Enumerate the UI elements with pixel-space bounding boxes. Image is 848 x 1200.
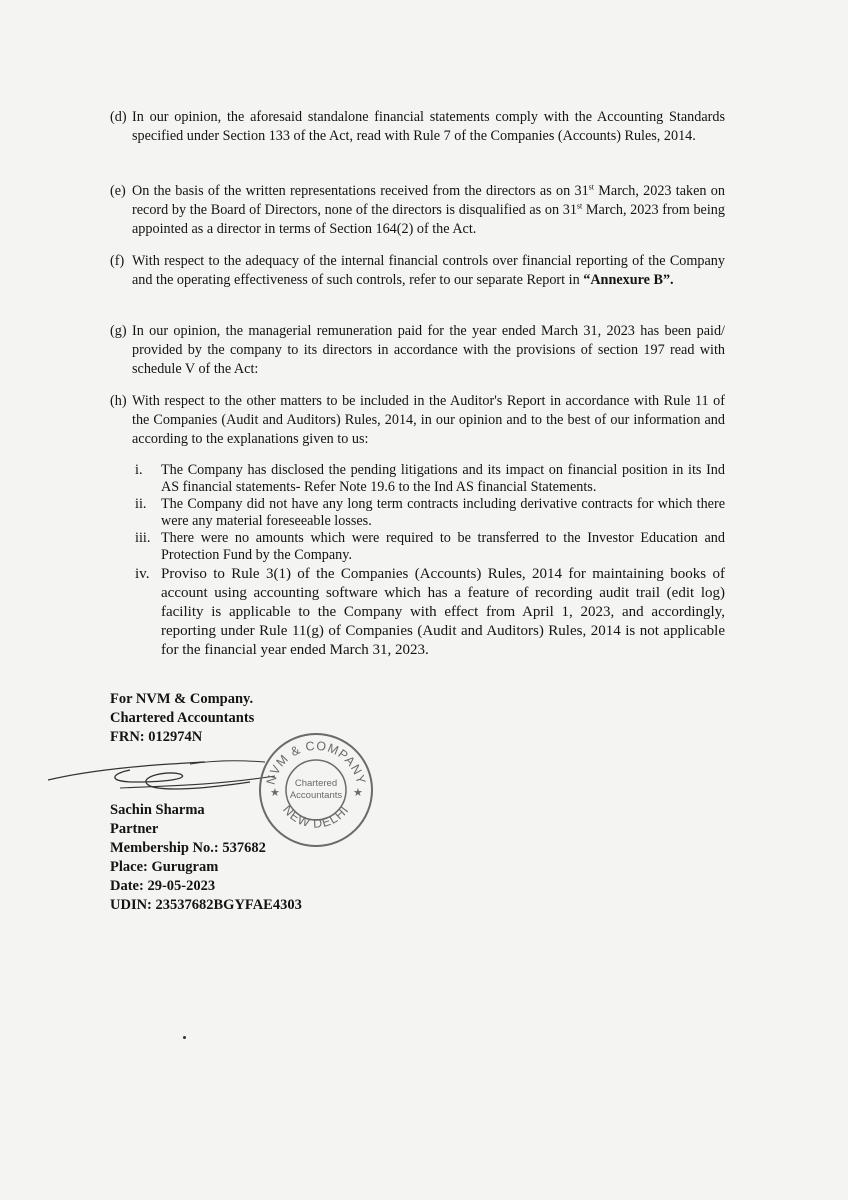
subitem-iii: [135, 530, 725, 564]
subitem-ii: [135, 496, 725, 530]
paragraph-text: On the basis of the written representations received from the directors as on 31st March, 2023 taken on record by the Board of Directors, none of the directors is disqualified as on 31st March, 2023 from being appointed as a director in terms of Section 164(2) of the Act.: [132, 182, 725, 237]
udin: UDIN: 23537682BGYFAE4303: [110, 897, 302, 913]
place: Place: Gurugram: [110, 859, 219, 875]
firm-type: Chartered Accountants: [110, 710, 255, 726]
subitem-i: [135, 462, 725, 496]
paragraph-h: [110, 392, 725, 449]
subitem-text: There were no amounts which were required to be transferred to the Investor Education and Protection Fund by the Company.: [161, 530, 725, 563]
paragraph-text: In our opinion, the aforesaid standalone financial statements comply with the Accounting Standards specified under Section 133 of the Act, read with Rule 7 of the Companies (Accounts) Rules, 2014.: [132, 109, 725, 144]
subitem-iv: [135, 565, 725, 660]
svg-text:NVM & COMPANY: NVM & COMPANY: [263, 738, 369, 787]
membership-number: Membership No.: 537682: [110, 840, 266, 856]
subitem-number: iii.: [135, 530, 151, 546]
subitem-text: The Company has disclosed the pending litigations and its impact on financial position in its Ind AS financial statements- Refer Note 19.6 to the Ind AS financial Statements.: [161, 462, 725, 495]
svg-text:★: ★: [270, 787, 280, 799]
svg-text:Accountants: Accountants: [289, 790, 343, 801]
paragraph-text: With respect to the adequacy of the internal financial controls over financial reporting of the Company and the operating effectiveness of such controls, refer to our separate Report in “Annexure B”.: [132, 253, 725, 288]
svg-text:Chartered: Chartered: [294, 778, 338, 789]
paragraph-letter: (h): [110, 393, 127, 409]
paragraph-e: [110, 182, 725, 239]
subitem-number: ii.: [135, 496, 147, 512]
paragraph-g: [110, 322, 725, 379]
subitem-text: The Company did not have any long term contracts including derivative contracts for which there were any material foreseeable losses.: [161, 496, 725, 529]
subitem-number: i.: [135, 462, 143, 478]
partner-role: Partner: [110, 821, 159, 837]
subitem-text: Proviso to Rule 3(1) of the Companies (Accounts) Rules, 2014 for maintaining books of account using accounting software which has a feature of recording audit trail (edit log) facility is applicable to the Company with effect from April 1, 2023, and accordingly, reporting under Rule 11(g) of Companies (Audit and Auditors) Rules, 2014 is not applicable for the financial year ended March 31, 2023.: [161, 566, 725, 658]
partner-name: Sachin Sharma: [110, 802, 205, 818]
paragraph-letter: (f): [110, 253, 125, 269]
paragraph-letter: (g): [110, 323, 127, 339]
paragraph-f: [110, 252, 725, 290]
date: Date: 29-05-2023: [110, 878, 216, 894]
paragraph-text: With respect to the other matters to be included in the Auditor's Report in accordance with Rule 11 of the Companies (Audit and Auditors) Rules, 2014, in our opinion and to the best of our information and according to the explanations given to us:: [132, 393, 725, 447]
annexure-reference: “Annexure B”.: [583, 272, 674, 288]
scan-speck: [183, 1036, 186, 1039]
paragraph-text: In our opinion, the managerial remuneration paid for the year ended March 31, 2023 has been paid/ provided by the company to its directors in accordance with the provisions of section 197 read with schedule V of the Act:: [132, 323, 725, 377]
paragraph-letter: (e): [110, 183, 126, 199]
svg-text:NEW DELHI: NEW DELHI: [280, 802, 352, 831]
firm-name: For NVM & Company.: [110, 691, 254, 707]
subitem-number: iv.: [135, 566, 150, 582]
firm-registration-number: FRN: 012974N: [110, 729, 203, 745]
company-seal-stamp: [256, 730, 376, 850]
paragraph-d: [110, 108, 725, 146]
paragraph-letter: (d): [110, 109, 127, 125]
svg-text:★: ★: [353, 787, 363, 799]
